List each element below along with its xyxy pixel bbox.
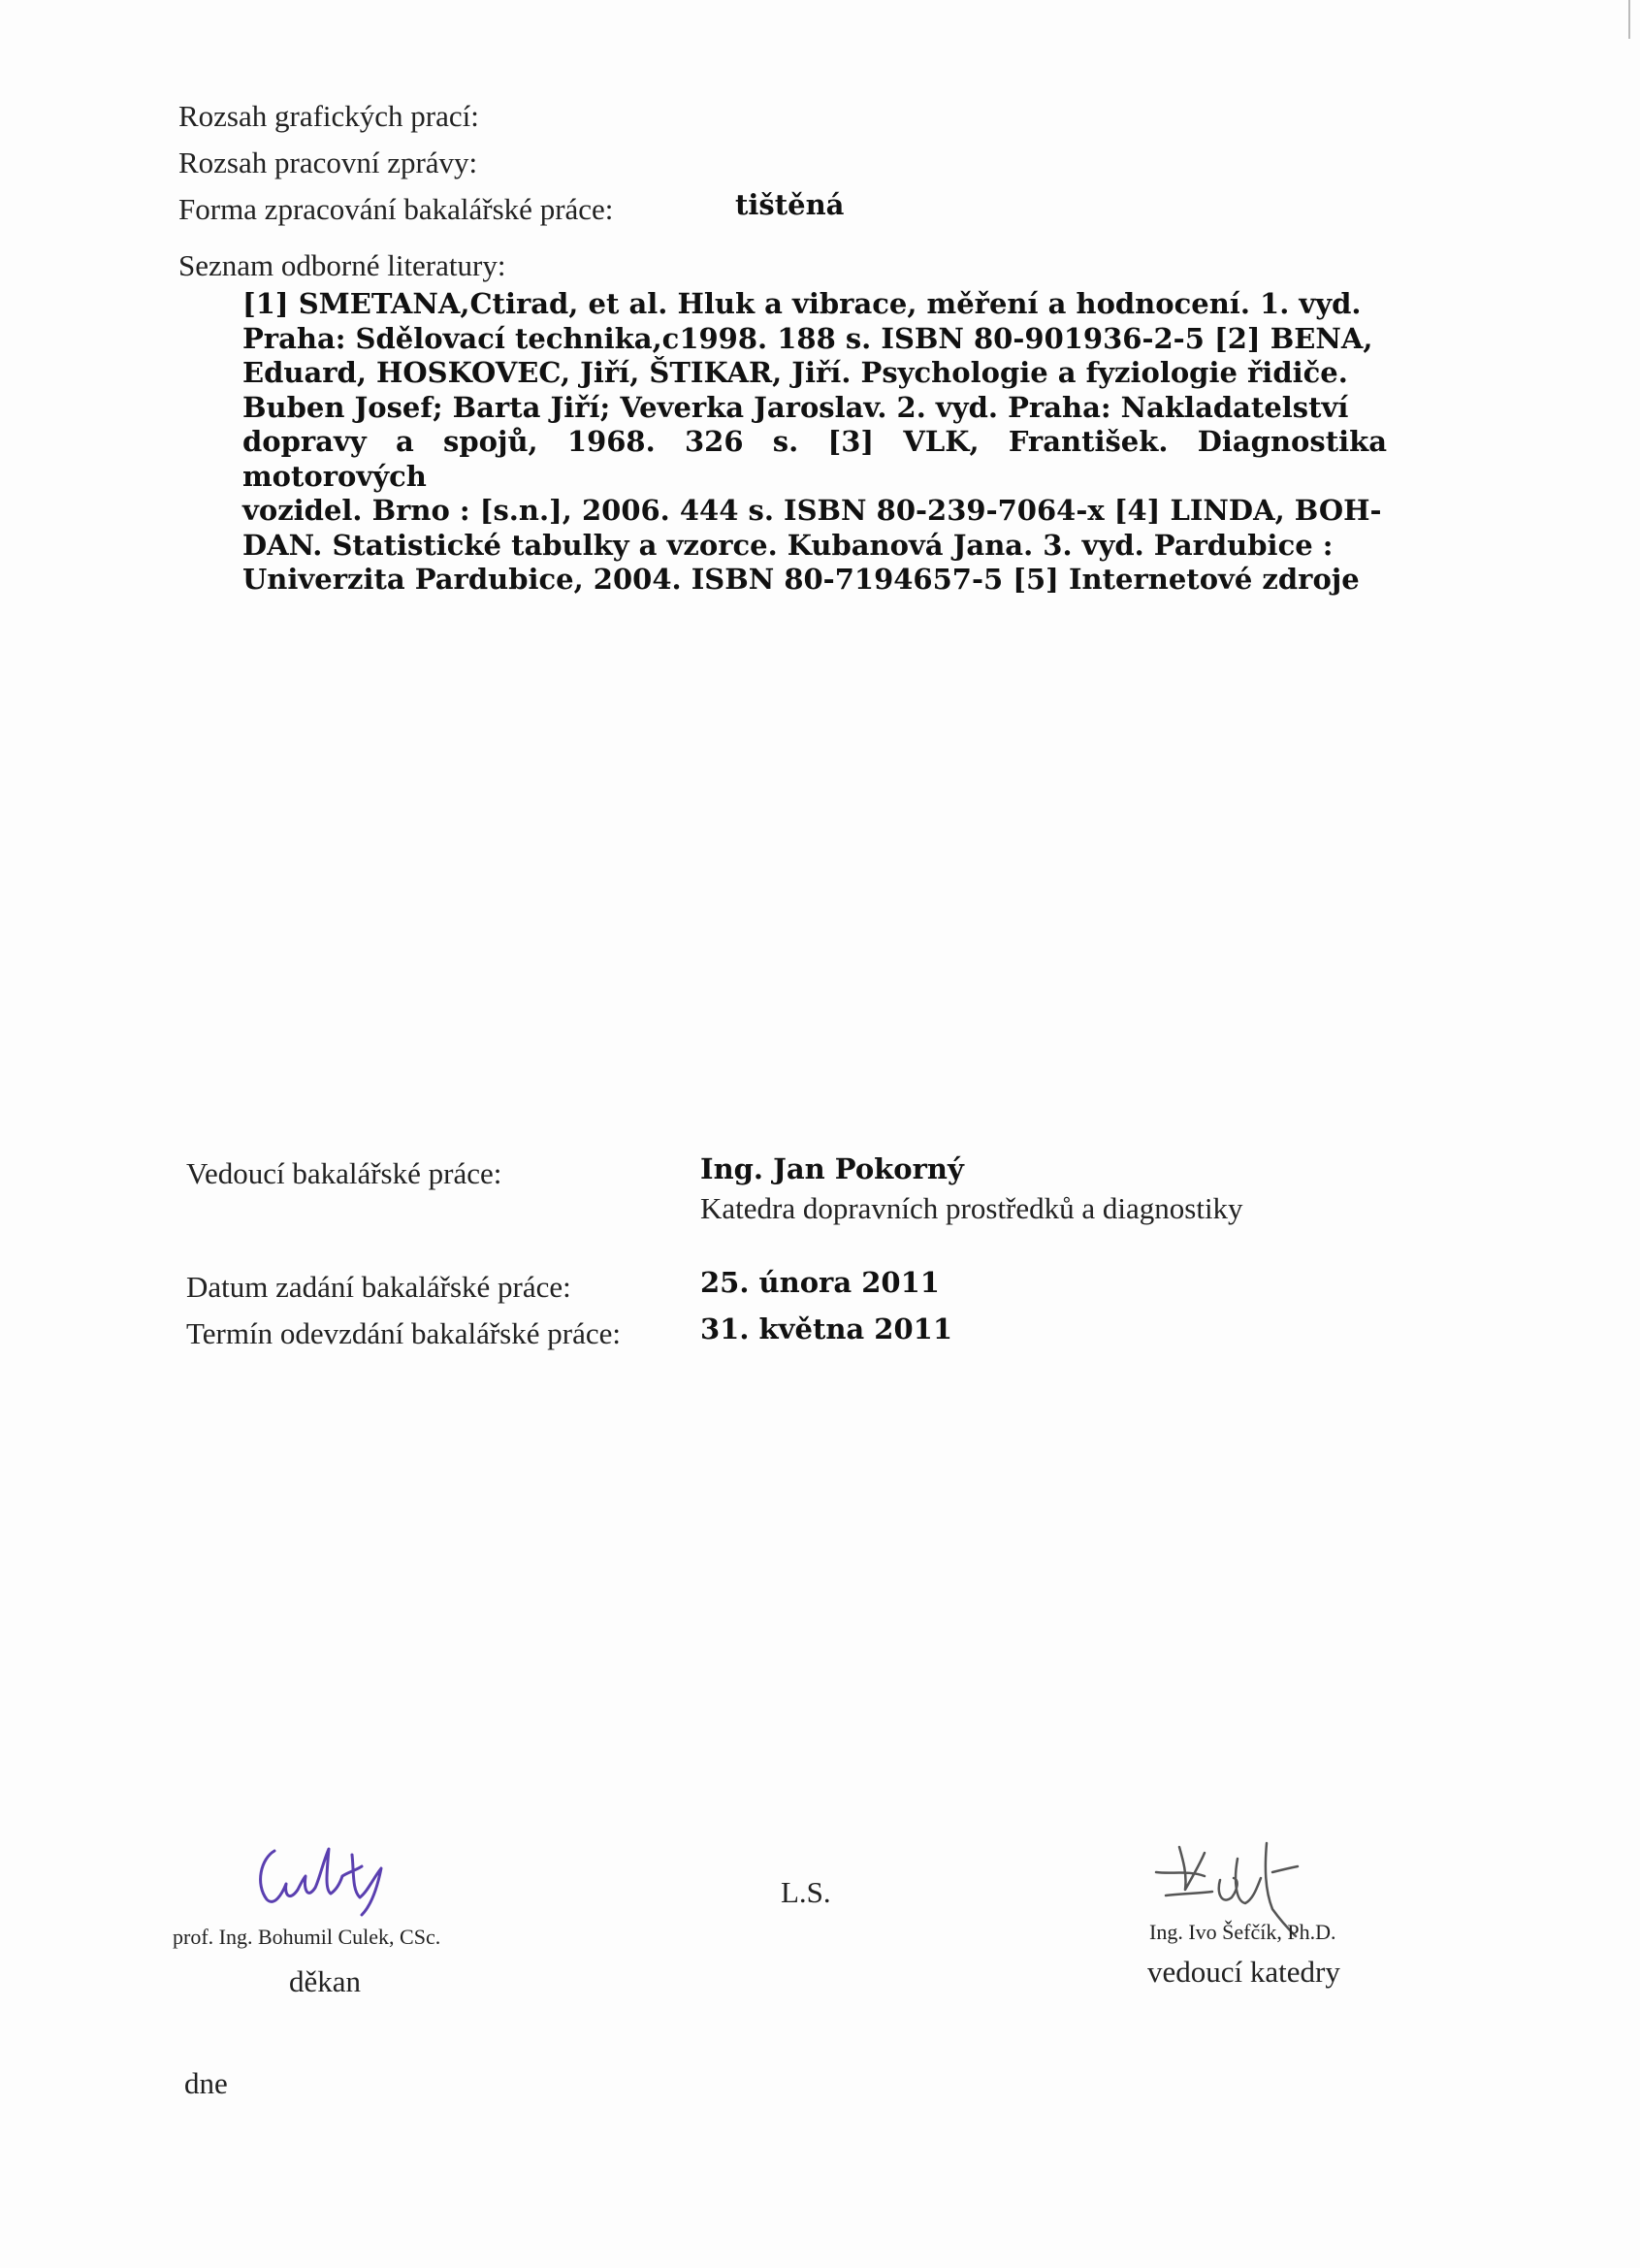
literature-line: Buben Josef; Barta Jiří; Veverka Jaroslav. 2. vyd. Praha: Nakladatelství: [242, 390, 1349, 424]
literature-line: dopravy a spojů, 1968. 326 s. [3] VLK, František. Diagnostika motorových: [242, 425, 1387, 493]
form-value: tištěná: [735, 188, 845, 221]
scan-edge: [1628, 0, 1640, 39]
supervisor-department: Katedra dopravních prostředků a diagnostiky: [700, 1191, 1243, 1225]
literature-line: DAN. Statistické tabulky a vzorce. Kubanová Jana. 3. vyd. Pardubice :: [242, 528, 1334, 562]
assigned-date-value: 25. února 2011: [700, 1266, 940, 1299]
dean-name: prof. Ing. Bohumil Culek, CSc.: [173, 1925, 441, 1949]
deadline-label: Termín odevzdání bakalářské práce:: [186, 1316, 621, 1350]
literature-list: [242, 287, 1387, 598]
literature-line: Praha: Sdělovací technika,c1998. 188 s. ISBN 80-901936-2-5 [2] BENA,: [242, 321, 1373, 355]
literature-line: Eduard, HOSKOVEC, Jiří, ŠTIKAR, Jiří. Psychologie a fyziologie řidiče.: [242, 356, 1348, 389]
deadline-value: 31. května 2011: [700, 1312, 953, 1345]
supervisor-label: Vedoucí bakalářské práce:: [186, 1156, 502, 1190]
report-scope-label: Rozsah pracovní zprávy:: [178, 146, 478, 179]
graphic-scope-label: Rozsah grafických prací:: [178, 99, 479, 133]
head-title: vedoucí katedry: [1147, 1955, 1340, 1989]
date-label: dne: [184, 2066, 228, 2100]
literature-line: [1] SMETANA,Ctirad, et al. Hluk a vibrace, měření a hodnocení. 1. vyd.: [242, 287, 1362, 320]
assigned-date-label: Datum zadání bakalářské práce:: [186, 1270, 571, 1304]
head-name: Ing. Ivo Šefčík, Ph.D.: [1149, 1920, 1336, 1944]
form-label: Forma zpracování bakalářské práce:: [178, 192, 614, 226]
dean-signature: [247, 1833, 422, 1921]
literature-line: Univerzita Pardubice, 2004. ISBN 80-7194657-5 [5] Internetové zdroje: [242, 563, 1360, 596]
dean-title: děkan: [289, 1964, 362, 1998]
supervisor-name: Ing. Jan Pokorný: [700, 1152, 964, 1185]
literature-line: vozidel. Brno : [s.n.], 2006. 444 s. ISBN 80-239-7064-x [4] LINDA, BOH-: [242, 494, 1382, 527]
seal-label: L.S.: [781, 1875, 831, 1909]
literature-label: Seznam odborné literatury:: [178, 248, 506, 282]
